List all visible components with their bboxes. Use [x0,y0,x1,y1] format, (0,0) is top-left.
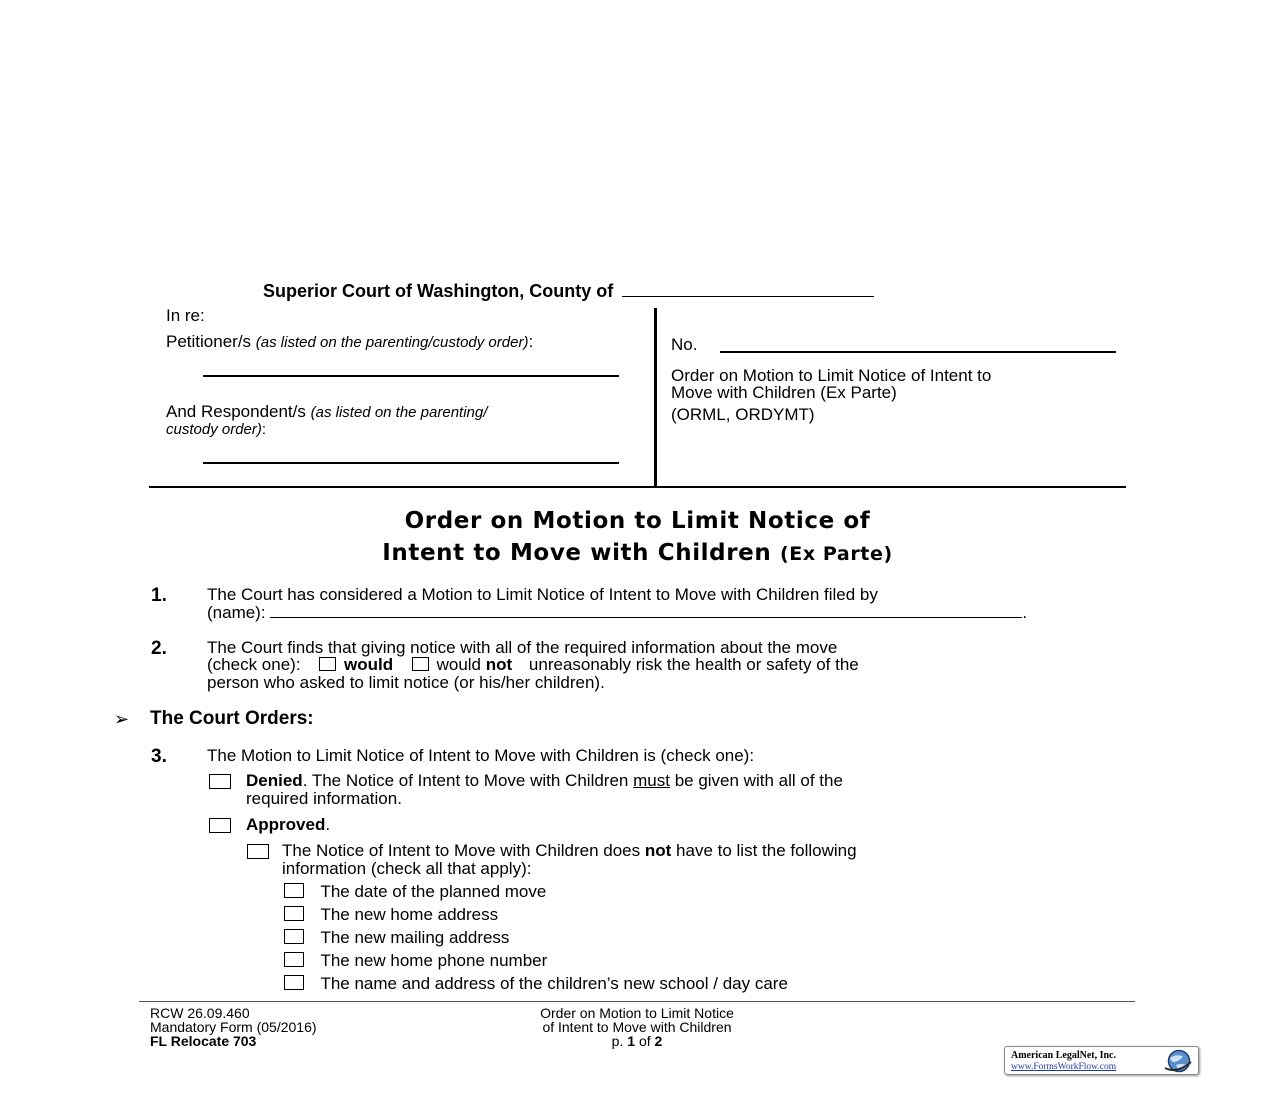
case-number-label: No. [671,335,698,354]
caption-divider [654,308,657,487]
respondent-label: And Respondent/s (as listed on the parenting/ [166,402,488,421]
petitioner-label: Petitioner/s (as listed on the parenting/custody order): [166,332,534,351]
option-item: The new home phone number [284,952,547,971]
case-number [671,336,697,354]
item-2-text-3: person who asked to limit notice (or his/her children). [207,673,605,692]
item-3-text: The Motion to Limit Notice of Intent to Move with Children is (check one): [207,746,755,765]
limit-info-checkbox[interactable] [247,844,269,863]
court-heading [263,281,874,302]
option-checkbox[interactable] [284,975,304,990]
footer-center [437,1006,837,1048]
court-orders-heading: The Court Orders: [150,708,314,729]
item-2-text: The Court finds that giving notice with all of the required information about the move [207,638,838,657]
county-blank[interactable] [622,282,874,297]
in-re-label: In re: [166,306,205,325]
form-title-line2: Intent to Move with Children (Ex Parte) [382,540,893,566]
option-item: The date of the planned move [284,883,546,902]
doc-codes: (ORML, ORDYMT) [671,405,815,424]
case-number-blank[interactable] [720,351,1116,353]
approved-checkbox[interactable] [209,818,231,837]
denied-text: Denied. The Notice of Intent to Move with Children must be given with all of the [246,771,843,790]
footer-form: Mandatory Form (05/2016) [150,1019,317,1035]
doc-title-1: Order on Motion to Limit Notice of Intent to [671,366,992,385]
item-1-name-line: (name): . [207,603,1028,622]
petitioner-blank[interactable] [203,375,619,377]
footer-title-2: of Intent to Move with Children [542,1019,732,1035]
limit-info-text-2: information (check all that apply): [282,859,532,878]
footer-form-id: FL Relocate 703 [150,1033,257,1049]
form-title-line1: Order on Motion to Limit Notice of [404,508,871,534]
footer-title-1: Order on Motion to Limit Notice [540,1005,734,1021]
denied-text-2: required information. [246,789,402,808]
option-item: The new home address [284,906,498,925]
logo-url[interactable]: www.FormsWorkFlow.com [1011,1062,1117,1072]
filer-name-blank[interactable] [270,603,1022,618]
item-3-number: 3. [151,746,167,767]
logo-name: American LegalNet, Inc. [1011,1050,1116,1061]
respondent-blank[interactable] [203,462,619,464]
respondent-note-2: custody order): [166,421,267,438]
court-heading-text: Superior Court of Washington, County of [263,281,614,301]
option-checkbox[interactable] [284,883,304,898]
petitioner-note: (as listed on the parenting/custody order) [255,334,529,351]
caption-bottom-rule [149,486,1126,488]
would-not-checkbox[interactable] [412,657,429,671]
item-1-text: The Court has considered a Motion to Limit Notice of Intent to Move with Children filed by [207,585,878,604]
would-checkbox[interactable] [319,657,336,671]
limit-info-text: The Notice of Intent to Move with Children does not have to list the following [282,841,857,860]
option-checkbox[interactable] [284,906,304,921]
globe-icon [1161,1048,1195,1074]
respondent-note: (as listed on the parenting/ [310,404,488,421]
denied-checkbox[interactable] [209,774,231,793]
footer-page: p. 1 of 2 [611,1033,663,1049]
item-2-options: (check one): would would not unreasonably risk the health or safety of the [207,655,859,674]
option-item: The new mailing address [284,929,509,948]
option-checkbox[interactable] [284,952,304,967]
item-1-number: 1. [151,585,167,606]
doc-title-2: Move with Children (Ex Parte) [671,383,897,402]
item-2-number: 2. [151,638,167,659]
footer-rcw: RCW 26.09.460 [150,1005,250,1021]
approved-text: Approved. [246,815,331,834]
american-legalnet-logo[interactable] [1004,1046,1199,1075]
option-checkbox[interactable] [284,929,304,944]
footer-left [150,1006,317,1048]
footer-rule [139,1001,1135,1002]
arrow-bullet-icon: ➢ [114,709,130,730]
option-item: The name and address of the children’s new school / day care [284,975,788,994]
